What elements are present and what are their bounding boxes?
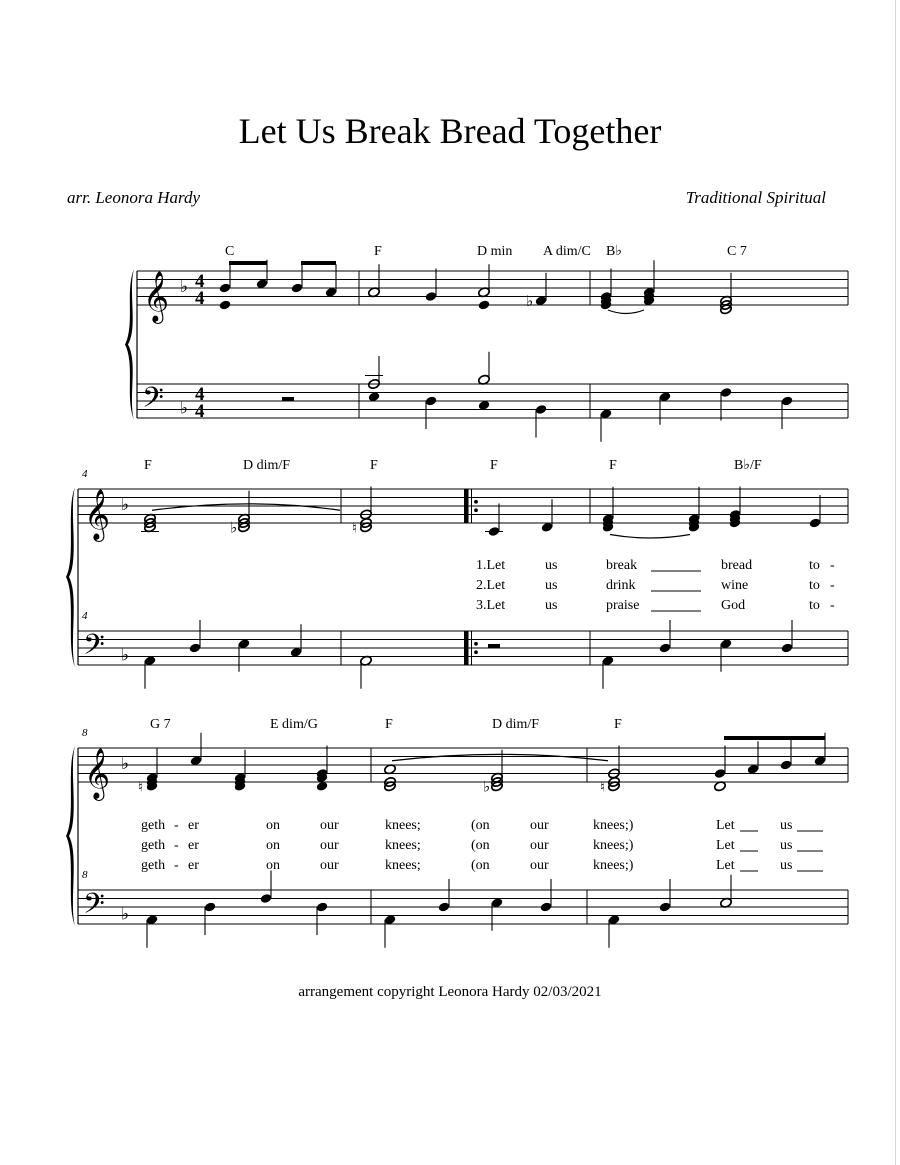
lyric-syllable: God: [721, 598, 746, 613]
lyric-syllable: praise: [606, 598, 640, 613]
measure-number: 4: [82, 610, 88, 622]
chord-symbol: D dim/F: [243, 458, 291, 473]
lyric-syllable: geth: [141, 858, 166, 873]
flat-accidental: ♭: [230, 518, 238, 537]
lyric-syllable: (on: [471, 858, 490, 873]
lyric-syllable: -: [830, 578, 835, 593]
chord-symbol: D dim/F: [492, 717, 540, 732]
lyric-syllable: our: [320, 858, 339, 873]
treble-clef-icon: 𝄞: [84, 748, 111, 799]
lyric-syllable: our: [530, 838, 549, 853]
lyric-syllable: Let: [716, 858, 735, 873]
tie: [392, 754, 608, 760]
flat-key-signature: ♭: [121, 645, 130, 666]
song-title: Let Us Break Bread Together: [238, 111, 662, 151]
grand-staff-brace: [66, 487, 75, 667]
lyric-syllable: geth: [141, 838, 166, 853]
arranger-credit: arr. Leonora Hardy: [67, 188, 201, 207]
chord-symbol: F: [385, 717, 393, 732]
chord-symbol: B♭/F: [734, 458, 762, 473]
chord-symbol: C: [225, 244, 235, 259]
lyric-syllable: (on: [471, 818, 490, 833]
lyric-syllable: -: [830, 558, 835, 573]
time-signature: 4: [195, 271, 205, 292]
flat-accidental: ♭: [483, 777, 491, 796]
note-head: [219, 299, 232, 310]
flat-key-signature: ♭: [180, 277, 189, 297]
chord-symbol: C 7: [727, 244, 747, 259]
tie: [152, 504, 340, 510]
lyric-syllable: us: [780, 838, 793, 853]
flat-key-signature: ♭: [121, 754, 130, 774]
tie: [610, 535, 690, 539]
chord-symbol: G 7: [150, 717, 171, 732]
lyric-syllable: Let: [716, 818, 735, 833]
flat-accidental: ♭: [526, 291, 534, 310]
chord-symbol: F: [370, 458, 378, 473]
chord-symbol: F: [144, 458, 152, 473]
lyric-syllable: our: [320, 818, 339, 833]
time-signature: 4: [195, 288, 205, 309]
lyric-syllable: bread: [721, 558, 753, 573]
lyric-syllable: -: [174, 818, 179, 833]
lyric-syllable: us: [545, 558, 558, 573]
whole-rest: [282, 397, 294, 401]
lyric-syllable: to: [809, 558, 820, 573]
flat-key-signature: ♭: [121, 495, 130, 515]
natural-accidental: ♮: [352, 520, 358, 537]
chord-symbol: B♭: [606, 244, 622, 259]
chord-symbol: E dim/G: [270, 717, 318, 732]
chord-symbol: F: [614, 717, 622, 732]
natural-accidental: ♮: [600, 779, 606, 796]
system-1: [125, 269, 848, 422]
bass-clef-icon: 𝄢: [83, 887, 105, 928]
lyric-syllable: knees;): [593, 858, 634, 873]
treble-clef-icon: 𝄞: [84, 489, 111, 540]
measure-number: 8: [82, 727, 88, 739]
lyric-syllable: 3.Let: [476, 598, 506, 613]
lyric-syllable: to: [809, 578, 820, 593]
lyric-syllable: knees;: [385, 838, 421, 853]
bass-clef-icon: 𝄢: [142, 381, 164, 422]
chord-symbol: F: [374, 244, 382, 259]
lyric-syllable: our: [320, 838, 339, 853]
lyric-syllable: wine: [721, 578, 749, 593]
tie: [608, 310, 644, 314]
natural-accidental: ♮: [138, 779, 144, 796]
lyric-syllable: geth: [141, 818, 166, 833]
lyric-syllable: 1.Let: [476, 558, 506, 573]
lyric-syllable: drink: [606, 578, 636, 593]
lyric-syllable: to: [809, 598, 820, 613]
measure-number: 8: [82, 869, 88, 881]
measure-number: 4: [82, 468, 88, 480]
half-rest: [488, 644, 500, 648]
flat-key-signature: ♭: [121, 904, 130, 925]
lyric-syllable: break: [606, 558, 638, 573]
lyric-syllable: -: [174, 858, 179, 873]
lyric-syllable: knees;: [385, 818, 421, 833]
grand-staff-brace: [125, 269, 134, 420]
lyric-syllable: knees;): [593, 818, 634, 833]
chord-symbol: D min: [477, 244, 513, 259]
lyric-syllable: knees;: [385, 858, 421, 873]
grand-staff-brace: [66, 746, 75, 926]
copyright-notice: arrangement copyright Leonora Hardy 02/03/2021: [298, 984, 602, 1000]
lyric-syllable: our: [530, 818, 549, 833]
time-signature: 4: [195, 384, 205, 405]
chord-symbol: F: [609, 458, 617, 473]
lyric-syllable: -: [830, 598, 835, 613]
lyric-syllable: our: [530, 858, 549, 873]
lyric-syllable: us: [545, 598, 558, 613]
score-text: [82, 244, 835, 881]
lyric-syllable: on: [266, 838, 280, 853]
chord-symbol: F: [490, 458, 498, 473]
lyric-syllable: (on: [471, 838, 490, 853]
chord-symbol: A dim/C: [543, 244, 591, 259]
composer-credit: Traditional Spiritual: [685, 188, 826, 207]
lyric-syllable: -: [174, 838, 179, 853]
flat-key-signature: ♭: [180, 398, 189, 419]
lyric-syllable: us: [780, 818, 793, 833]
lyric-syllable: on: [266, 858, 280, 873]
time-signature: 4: [195, 401, 205, 422]
lyric-syllable: Let: [716, 838, 735, 853]
lyric-syllable: er: [188, 838, 199, 853]
lyric-syllable: 2.Let: [476, 578, 506, 593]
lyric-syllable: on: [266, 818, 280, 833]
bass-clef-icon: 𝄢: [83, 628, 105, 669]
lyric-syllable: us: [545, 578, 558, 593]
treble-clef-icon: 𝄞: [143, 271, 170, 322]
lyric-syllable: er: [188, 858, 199, 873]
lyric-syllable: knees;): [593, 838, 634, 853]
lyric-syllable: er: [188, 818, 199, 833]
lyric-syllable: us: [780, 858, 793, 873]
note-head: [478, 299, 491, 310]
